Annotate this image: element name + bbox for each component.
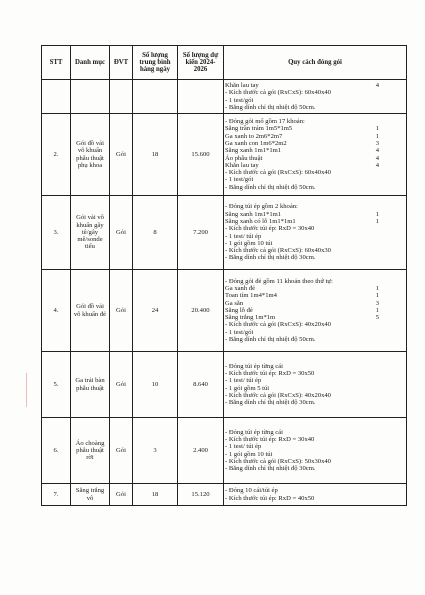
spec-line-text: - Kích thước cả gói (RxCxS): 60x40x40 — [225, 169, 331, 177]
spec-line-quantity: 4 — [375, 147, 379, 155]
spec-line — [225, 336, 405, 343]
estimate-cell: 8.640 — [178, 352, 224, 418]
spec-line-text: - 1 test/gói — [225, 96, 254, 104]
spec-line — [225, 278, 405, 285]
spec-line-quantity — [379, 321, 405, 328]
spec-line-quantity — [379, 329, 405, 336]
spec-line-text: Ga xanh to 2m6*2m7 — [225, 132, 283, 140]
spec-line — [225, 436, 405, 443]
spec-line — [225, 329, 405, 336]
spec-line-quantity: 1 — [375, 306, 379, 314]
spec-line-text: - Kích thước túi ép: RxD = 30x40 — [225, 435, 315, 443]
spec-line-quantity — [379, 487, 405, 494]
spec-line-text: Săng xanh có lỗ 1m1*1m1 — [225, 217, 296, 225]
table-row — [42, 418, 407, 484]
spec-line-text: - Đóng gói đẻ gồm 11 khoản theo thứ tự: — [225, 277, 333, 285]
spec-line — [225, 218, 405, 225]
side-stamp-mark — [4, 373, 27, 407]
spec-line-quantity — [379, 225, 405, 232]
spec-line-text: - 1 test/gói — [225, 176, 254, 184]
spec-line-text: - Kích thước túi ép: RxD = 40x50 — [225, 494, 315, 502]
spec-line — [225, 300, 405, 307]
spec-line-text: - Kích thước cả gói (RxCxS): 40x20x40 — [225, 391, 331, 399]
packaging-spec-cell — [224, 196, 407, 270]
spec-line-quantity — [379, 118, 405, 125]
spec-line-text: - Kích thước túi ép: RxD = 30x40 — [225, 225, 315, 233]
spec-line-quantity — [379, 399, 405, 406]
daily-avg-cell: 8 — [133, 196, 178, 270]
spec-line-text: - 1 gói gồm 10 túi — [225, 239, 273, 247]
table-row — [42, 80, 407, 114]
spec-line — [225, 429, 405, 436]
unit-cell: Gói — [110, 114, 133, 196]
spec-line-text: - Kích thước cả gói (RxCxS): 60x40x40 — [225, 89, 331, 97]
packaging-spec-cell — [224, 484, 407, 506]
header-estimate: Số lượng dự kiến 2024-2026 — [178, 46, 224, 80]
spec-line-quantity — [379, 176, 405, 183]
spec-line-quantity — [379, 495, 405, 502]
unit-cell: Gói — [110, 196, 133, 270]
spec-line-quantity — [379, 104, 405, 111]
row-number: 2. — [42, 114, 71, 196]
unit-cell: Gói — [110, 270, 133, 352]
spec-line — [225, 458, 405, 465]
item-name: Ga trải bàn phẫu thuật — [71, 352, 110, 418]
row-number: 3. — [42, 196, 71, 270]
spec-line-text: - Băng dính chỉ thị nhiệt độ 50cm. — [225, 183, 316, 191]
spec-line — [225, 184, 405, 191]
daily-avg-cell: 10 — [133, 352, 178, 418]
estimate-cell: 20.400 — [178, 270, 224, 352]
spec-line-text: - Băng dính chỉ thị nhiệt độ 30cm. — [225, 254, 316, 262]
spec-line — [225, 254, 405, 261]
spec-line-text: Săng xanh 1m1*1m1 — [225, 210, 282, 218]
daily-avg-cell: 24 — [133, 270, 178, 352]
item-name: Áo choàng phẫu thuật rời — [71, 418, 110, 484]
header-unit: ĐVT — [110, 46, 133, 80]
daily-avg-cell: 18 — [133, 484, 178, 506]
packaging-spec-cell — [224, 80, 407, 114]
spec-line — [225, 225, 405, 232]
item-name: Săng trắng vô — [71, 484, 110, 506]
item-name — [71, 80, 110, 114]
spec-line-quantity: 1 — [375, 210, 379, 218]
spec-line-quantity: 4 — [375, 81, 379, 89]
spec-line-text: Khăn lau tay — [225, 161, 259, 169]
row-number: 7. — [42, 484, 71, 506]
spec-line-quantity: 5 — [375, 314, 379, 322]
spec-line-text: - Băng dính chỉ thị nhiệt độ 50cm. — [225, 103, 316, 111]
spec-line-text: - Đóng gói mổ gồm 17 khoản: — [225, 118, 305, 126]
unit-cell: Gói — [110, 352, 133, 418]
table-row — [42, 352, 407, 418]
estimate-cell — [178, 80, 224, 114]
spec-line-text: - 1 test/ túi ép — [225, 232, 262, 240]
spec-line-quantity — [379, 385, 405, 392]
header-packaging-spec: Quy cách đóng gói — [224, 46, 407, 80]
packaging-spec-cell — [224, 270, 407, 352]
spec-line-text: Khăn lau tay — [225, 81, 259, 89]
packaging-spec-cell — [224, 352, 407, 418]
spec-line-text: - Đóng túi ép từng cái — [225, 428, 283, 436]
estimate-cell: 15.120 — [178, 484, 224, 506]
item-name: Gói vải vô khuẩn gây tê/gây mê/sonde tiểu — [71, 196, 110, 270]
spec-line — [225, 82, 405, 89]
spec-line-text: Ga xanh con 1m6*2m2 — [225, 139, 287, 147]
spec-line-text: - Kích thước cả gói (RxCxS): 50x30x40 — [225, 457, 331, 465]
spec-line — [225, 133, 405, 140]
spec-line — [225, 240, 405, 247]
spec-line-text: - Băng dính chỉ thị nhiệt độ 50cm. — [225, 336, 316, 344]
spec-line-quantity: 1 — [375, 292, 379, 300]
spec-line — [225, 176, 405, 183]
estimate-cell: 2.400 — [178, 418, 224, 484]
spec-line-quantity — [379, 169, 405, 176]
spec-line-quantity — [379, 278, 405, 285]
spec-line-quantity — [379, 363, 405, 370]
spec-line — [225, 147, 405, 154]
table-header-row — [42, 46, 407, 80]
spec-line-text: - 1 test/ túi ép — [225, 377, 262, 385]
spec-line-text: - Đóng túi ép từng cái — [225, 362, 283, 370]
daily-avg-cell: 3 — [133, 418, 178, 484]
spec-line — [225, 104, 405, 111]
spec-line-text: Ga xanh đẻ — [225, 284, 256, 292]
spec-line-quantity — [379, 89, 405, 96]
packaging-spec-cell — [224, 418, 407, 484]
header-daily-avg: Số lượng trung bình hàng ngày — [133, 46, 178, 80]
spec-line — [225, 97, 405, 104]
row-number: 5. — [42, 352, 71, 418]
spec-line — [225, 169, 405, 176]
table-row — [42, 484, 407, 506]
spec-line-text: Áo phẫu thuật — [225, 154, 263, 162]
spec-line — [225, 363, 405, 370]
spec-line-text: - 1 gói gồm 10 túi — [225, 450, 273, 458]
row-number: 4. — [42, 270, 71, 352]
item-name: Gói đồ vải vô khuẩn phẫu thuật phụ khoa — [71, 114, 110, 196]
packaging-spec-table — [41, 45, 407, 506]
table-row — [42, 270, 407, 352]
spec-line-quantity: 4 — [375, 154, 379, 162]
spec-line-quantity — [379, 97, 405, 104]
spec-line-quantity: 1 — [375, 217, 379, 225]
spec-line-quantity — [379, 436, 405, 443]
header-name: Danh mục — [71, 46, 110, 80]
spec-line-text: - Đóng túi ép gồm 2 khoản: — [225, 203, 298, 211]
unit-cell — [110, 80, 133, 114]
spec-line — [225, 211, 405, 218]
spec-line-text: Săng xanh 1m1*1m1 — [225, 147, 282, 155]
spec-line-text: Săng trần trám 1m5*1m5 — [225, 125, 293, 133]
table-row — [42, 196, 407, 270]
spec-line-quantity — [379, 451, 405, 458]
spec-line-quantity: 3 — [375, 139, 379, 147]
spec-line — [225, 385, 405, 392]
spec-line — [225, 307, 405, 314]
spec-line-text: - 1 test/ túi ép — [225, 443, 262, 451]
spec-line-quantity — [379, 240, 405, 247]
spec-line-quantity — [379, 184, 405, 191]
spec-line-quantity — [379, 458, 405, 465]
spec-line — [225, 321, 405, 328]
unit-cell: Gói — [110, 484, 133, 506]
spec-line-text: - Kích thước cả gói (RxCxS): 40x20x40 — [225, 321, 331, 329]
spec-line — [225, 140, 405, 147]
spec-line-text: - Kích thước cả gói (RxCxS): 60x40x30 — [225, 247, 331, 255]
spec-line-text: Săng lỗ đẻ — [225, 306, 253, 314]
spec-line — [225, 285, 405, 292]
unit-cell: Gói — [110, 418, 133, 484]
table-row — [42, 114, 407, 196]
spec-line — [225, 465, 405, 472]
spec-line-quantity — [379, 429, 405, 436]
spec-line — [225, 443, 405, 450]
spec-line-text: - Băng dính chỉ thị nhiệt độ 30cm. — [225, 399, 316, 407]
spec-line — [225, 451, 405, 458]
spec-line — [225, 392, 405, 399]
estimate-cell: 7.200 — [178, 196, 224, 270]
spec-line-quantity: 1 — [375, 125, 379, 133]
spec-line-quantity: 4 — [375, 161, 379, 169]
spec-line-text: - 1 gói gồm 5 túi — [225, 384, 270, 392]
item-name: Gói đồ vải vô khuẩn đẻ — [71, 270, 110, 352]
spec-line-text: Ga săn — [225, 299, 244, 307]
spec-line-text: Săng trắng 1m*1m — [225, 314, 276, 322]
spec-line-quantity: 1 — [375, 132, 379, 140]
spec-line-quantity: 1 — [375, 284, 379, 292]
spec-line — [225, 314, 405, 321]
spec-line — [225, 89, 405, 96]
spec-line-quantity — [379, 377, 405, 384]
spec-line-quantity — [379, 254, 405, 261]
spec-line — [225, 495, 405, 502]
daily-avg-cell — [133, 80, 178, 114]
spec-line — [225, 399, 405, 406]
daily-avg-cell: 18 — [133, 114, 178, 196]
spec-line — [225, 203, 405, 210]
spec-line — [225, 370, 405, 377]
spec-line-text: - Đóng 10 cái/túi ép — [225, 487, 278, 495]
spec-line — [225, 247, 405, 254]
spec-line — [225, 292, 405, 299]
table-body — [42, 80, 407, 506]
spec-line-quantity: 3 — [375, 299, 379, 307]
spec-line-quantity — [379, 336, 405, 343]
spec-line — [225, 155, 405, 162]
spec-line — [225, 487, 405, 494]
estimate-cell: 15.600 — [178, 114, 224, 196]
spec-line-quantity — [379, 203, 405, 210]
spec-line-quantity — [379, 465, 405, 472]
spec-line-quantity — [379, 443, 405, 450]
spec-line — [225, 377, 405, 384]
spec-line — [225, 233, 405, 240]
spec-line-text: - Băng dính chỉ thị nhiệt độ 30cm. — [225, 465, 316, 473]
spec-line — [225, 162, 405, 169]
spec-line-text: - 1 test/gói — [225, 328, 254, 336]
packaging-spec-cell — [224, 114, 407, 196]
header-stt: STT — [42, 46, 71, 80]
spec-line-quantity — [379, 247, 405, 254]
row-number — [42, 80, 71, 114]
spec-line-quantity — [379, 392, 405, 399]
spec-line — [225, 125, 405, 132]
spec-line — [225, 118, 405, 125]
spec-line-text: - Kích thước túi ép: RxD = 30x50 — [225, 369, 315, 377]
row-number: 6. — [42, 418, 71, 484]
spec-line-quantity — [379, 370, 405, 377]
spec-line-text: Toan tím 1m4*1m4 — [225, 292, 277, 300]
spec-line-quantity — [379, 233, 405, 240]
